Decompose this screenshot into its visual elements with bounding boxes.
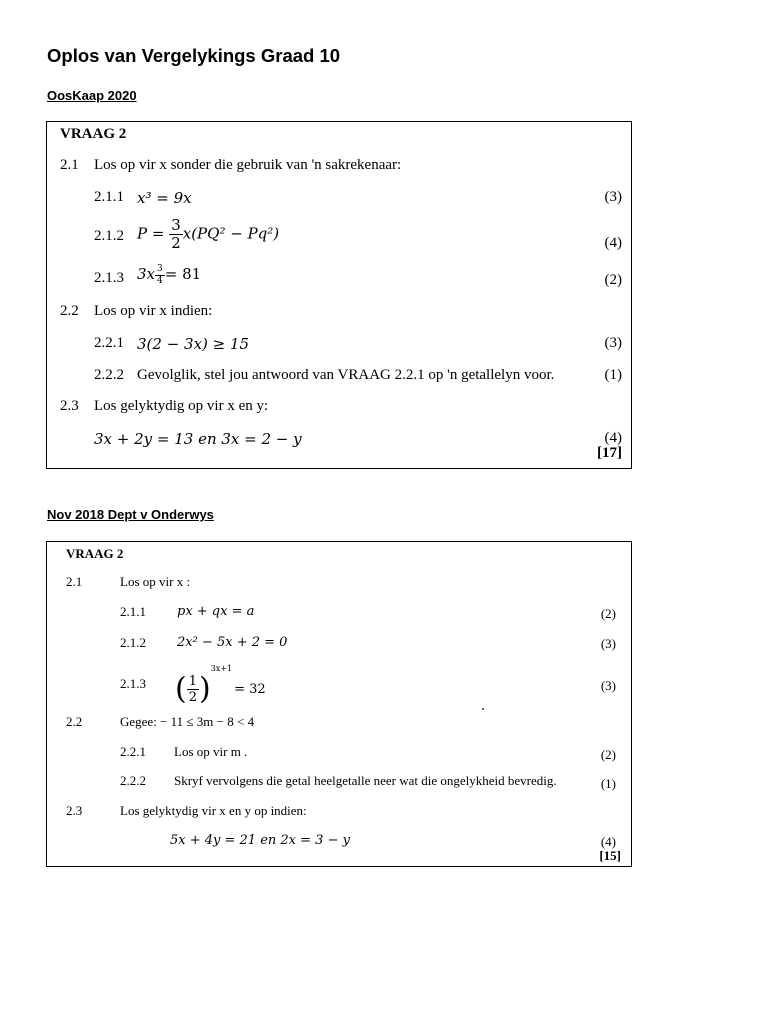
equation: 3x + 2y = 13 en 3x = 2 − y — [94, 430, 302, 448]
fraction-numerator: 1 — [188, 674, 197, 689]
question-text: Los gelyktydig op vir x en y: — [94, 398, 269, 414]
equation: 5x + 4y = 21 en 2x = 3 − y — [170, 833, 350, 848]
question-number: 2.1 — [60, 157, 79, 173]
question-number: 2.1 — [66, 574, 83, 589]
marks-label: (2) — [600, 747, 616, 762]
marks-label: (3) — [604, 189, 622, 205]
fraction — [187, 675, 199, 704]
fraction-numerator: 3 — [171, 216, 181, 234]
equation-rhs: = 32 — [234, 682, 266, 697]
question-number: 2.1.1 — [120, 604, 146, 619]
equation-rhs: = 81 — [164, 265, 202, 283]
total-marks: [15] — [599, 848, 621, 863]
document-title: Oplos van Vergelykings Graad 10 — [47, 45, 341, 66]
fraction-denominator: 2 — [188, 690, 197, 705]
equation: 2x² − 5x + 2 = 0 — [177, 635, 288, 650]
question-number: 2.2.1 — [120, 744, 146, 759]
question-number: 2.2.2 — [94, 367, 124, 383]
marks-label: (3) — [600, 636, 616, 651]
equation-lhs: P = — [137, 224, 170, 243]
equation — [137, 265, 201, 286]
question-number: 2.1.2 — [120, 635, 146, 650]
question-number: 2.1.3 — [94, 270, 124, 286]
exponent: 3x+1 — [210, 664, 233, 673]
marks-label: (2) — [600, 606, 616, 621]
marks-label: (4) — [604, 430, 622, 446]
marks-label: (4) — [604, 235, 622, 251]
fraction-exponent — [155, 265, 165, 286]
equation: x³ = 9x — [137, 189, 192, 207]
equation-rhs: x(PQ² − Pq²) — [182, 224, 280, 243]
question-number: 2.2 — [60, 303, 79, 319]
question-number: 2.2.1 — [94, 335, 124, 351]
question-number: 2.1.2 — [94, 228, 124, 244]
exponent-numerator: 3 — [157, 264, 163, 274]
marks-label: (4) — [600, 834, 616, 849]
marks-label: (3) — [600, 678, 616, 693]
fraction-denominator: 2 — [171, 234, 181, 252]
question-text: Los op vir x sonder die gebruik van 'n sakrekenaar: — [94, 157, 402, 173]
equation: px + qx = a — [177, 604, 255, 619]
question-number: 2.1.3 — [120, 676, 146, 691]
stray-dot — [482, 708, 484, 710]
question-number: 2.1.1 — [94, 189, 124, 205]
question-number: 2.2 — [66, 714, 83, 729]
question-text: Los op vir x indien: — [94, 303, 213, 319]
exponent-denominator: 4 — [157, 276, 163, 286]
question-heading: VRAAG 2 — [60, 126, 127, 142]
question-text: Skryf vervolgens die getal heelgetalle neer wat die ongelykheid bevredig. — [174, 773, 557, 788]
equation — [175, 664, 266, 705]
question-number: 2.3 — [60, 398, 79, 414]
question-box-ooskaap — [46, 121, 632, 469]
equation — [137, 218, 279, 251]
marks-label: (1) — [604, 367, 622, 383]
question-text: Gegee: − 11 ≤ 3m − 8 < 4 — [120, 714, 255, 729]
question-number: 2.3 — [66, 803, 83, 818]
question-text: Los op vir m . — [174, 744, 248, 759]
marks-label: (3) — [604, 335, 622, 351]
question-heading: VRAAG 2 — [66, 546, 124, 561]
total-marks: [17] — [597, 445, 622, 461]
marks-label: (2) — [604, 272, 622, 288]
marks-label: (1) — [600, 776, 616, 791]
inequality: 3(2 − 3x) ≥ 15 — [137, 335, 250, 353]
question-text: Gevolglik, stel jou antwoord van VRAAG 2.2.1 op 'n getallelyn voor. — [137, 367, 555, 383]
right-paren: ) — [199, 671, 211, 707]
equation-base: 3x — [137, 265, 156, 283]
question-text: Los gelyktydig vir x en y op indien: — [120, 803, 307, 818]
left-paren: ( — [175, 671, 187, 707]
section-title-ooskaap: OosKaap 2020 — [47, 88, 137, 103]
question-number: 2.2.2 — [120, 773, 146, 788]
question-text: Los op vir x : — [120, 574, 191, 589]
question-box-nov-2018 — [46, 541, 632, 867]
fraction — [169, 218, 183, 251]
section-title-nov-2018: Nov 2018 Dept v Onderwys — [47, 507, 214, 522]
